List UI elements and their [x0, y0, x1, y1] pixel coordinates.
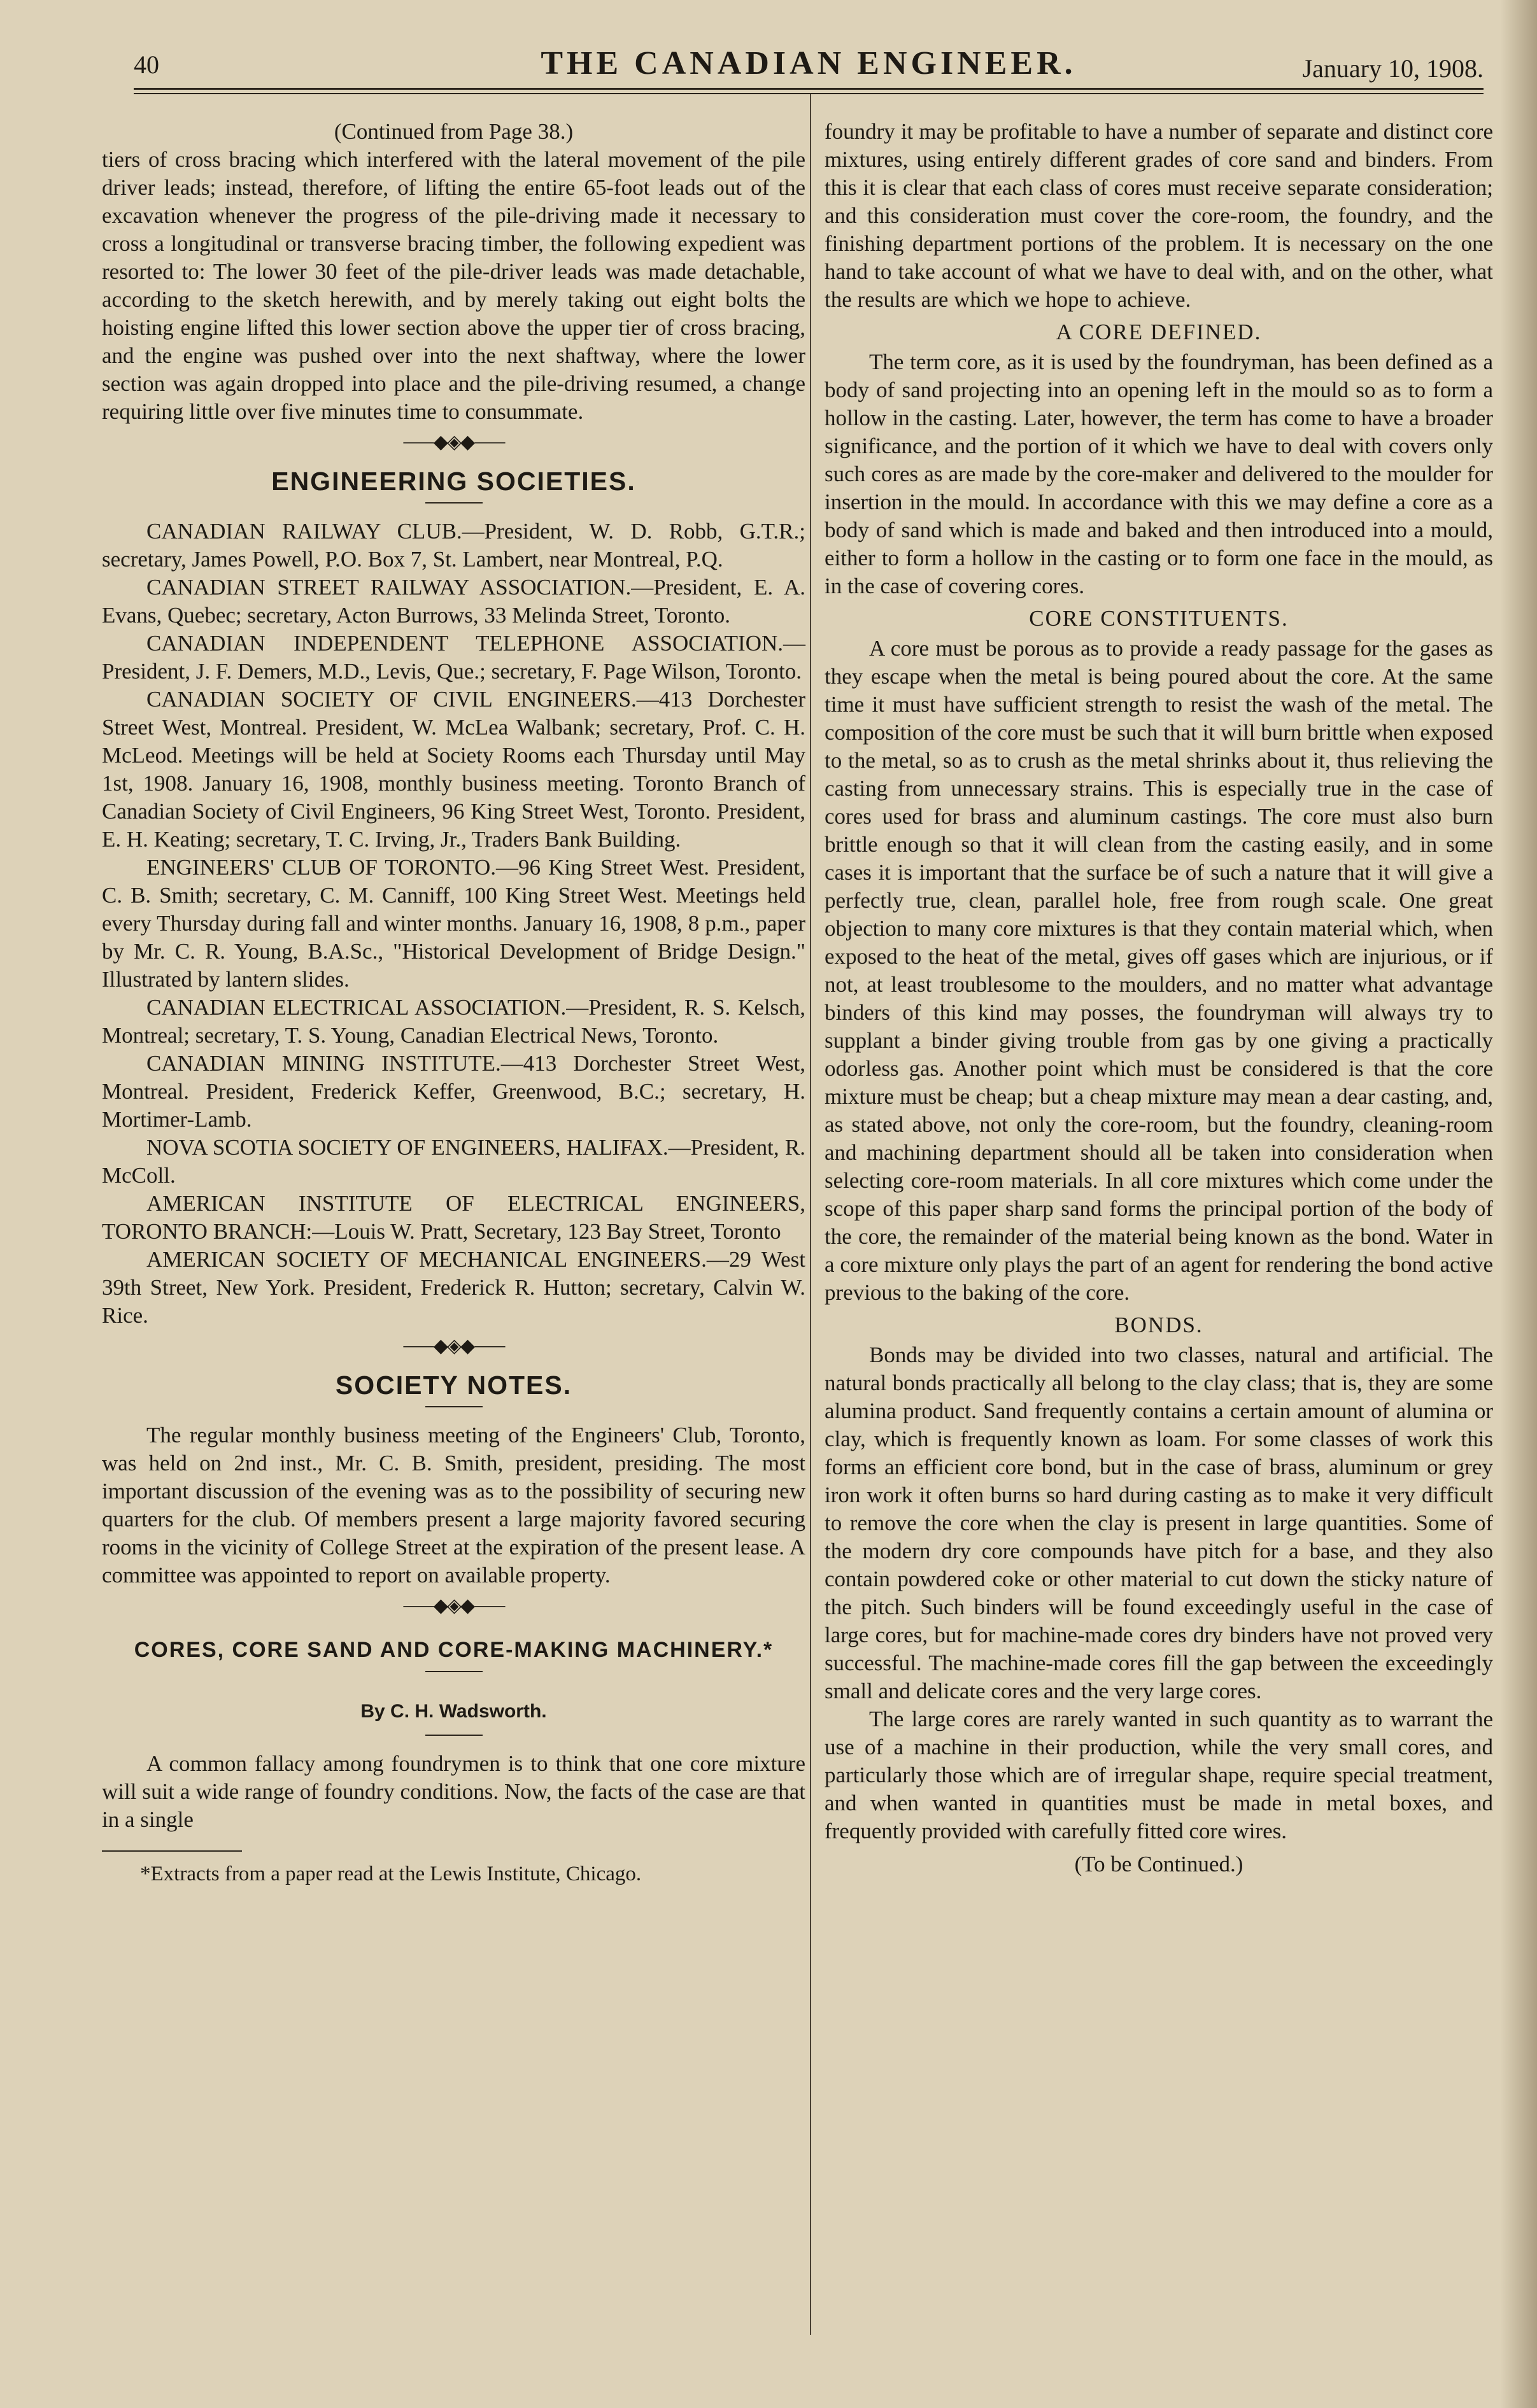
header-rule: [134, 88, 1484, 90]
article-heading: CORES, CORE SAND AND CORE-MAKING MACHINERY.*: [134, 1638, 774, 1662]
article-byline: By C. H. Wadsworth.: [360, 1701, 547, 1722]
society-entry: AMERICAN INSTITUTE OF ELECTRICAL ENGINEERS, TORONTO BRANCH:—Louis W. Pratt, Secretary, 123 Bay Street, Toronto: [102, 1191, 805, 1244]
society-entry: CANADIAN ELECTRICAL ASSOCIATION.—President, R. S. Kelsch, Montreal; secretary, T. S. Young, Canadian Electrical News, Toronto.: [102, 995, 805, 1048]
societies-heading: ENGINEERING SOCIETIES.: [271, 467, 636, 496]
subheading-bonds: BONDS.: [1114, 1313, 1203, 1337]
society-entry: NOVA SCOTIA SOCIETY OF ENGINEERS, HALIFAX.—President, R. McColl.: [102, 1135, 805, 1188]
society-notes-heading: SOCIETY NOTES.: [335, 1370, 572, 1400]
footnote-rule: [102, 1850, 242, 1852]
subheading-core-defined: A CORE DEFINED.: [1056, 320, 1262, 344]
footnote: *Extracts from a paper read at the Lewis Institute, Chicago.: [140, 1862, 642, 1885]
section-ornament: ⸺◆◈◆⸺: [402, 1595, 505, 1616]
society-entry: CANADIAN RAILWAY CLUB.—President, W. D. Robb, G.T.R.; secretary, James Powell, P.O. Box 7, St. Lambert, near Montreal, P.Q.: [102, 519, 805, 572]
byline-rule: [425, 1735, 483, 1736]
society-entry: CANADIAN INDEPENDENT TELEPHONE ASSOCIATION.—President, J. F. Demers, M.D., Levis, Que.; secretary, F. Page Wilson, Toronto.: [102, 631, 805, 684]
society-entry: CANADIAN STREET RAILWAY ASSOCIATION.—President, E. A. Evans, Quebec; secretary, Acton Burrows, 33 Melinda Street, Toronto.: [102, 575, 805, 628]
publication-title: THE CANADIAN ENGINEER.: [541, 45, 1077, 81]
section-ornament: ⸺◆◈◆⸺: [402, 1335, 505, 1356]
society-entry: CANADIAN SOCIETY OF CIVIL ENGINEERS.—413 Dorchester Street West, Montreal. President, W. McLea Walbank; secretary, Prof. C. H. McLeod. Meetings will be held at Society Rooms each Thursday until May 1st, 1908. January 16, 1908, monthly business meeting. Toronto Branch of Canadian Society of Civil Engineers, 96 King Street West, Toronto. President, E. H. Keating; secretary, T. C. Irving, Jr., Traders Bank Building.: [102, 687, 805, 852]
subheading-core-constituents: CORE CONSTITUENTS.: [1029, 606, 1289, 631]
heading-rule: [425, 502, 483, 503]
page-number: 40: [134, 50, 159, 79]
society-entry: AMERICAN SOCIETY OF MECHANICAL ENGINEERS.—29 West 39th Street, New York. President, Frederick R. Hutton; secretary, Calvin W. Rice.: [102, 1247, 805, 1328]
continued-note: (Continued from Page 38.): [334, 119, 574, 144]
left-column: [102, 118, 805, 1887]
article-paragraph: foundry it may be profitable to have a number of separate and distinct core mixtures, using entirely different grades of core sand and binders. From this it is clear that each class of cores must receive separate consideration; and this consideration must cover the core-room, the foundry, and the finishing department portions of the problem. It is necessary on the one hand to take account of what we have to deal with, and on the other, what the results are which we hope to achieve.: [825, 119, 1493, 312]
column-divider: [810, 94, 811, 2335]
article-paragraph: Bonds may be divided into two classes, natural and artificial. The natural bonds practically all belong to the clay class; that is, they are some alumina product. Sand frequently contains a certain amount of alumina or clay, which is frequently known as loam. For some classes of work this forms an efficient core bond, but in the case of brass, aluminum or grey iron work it often burns so hard during casting as to make it very difficult to remove the core when the clay is present in large quantities. Some of the modern dry core compounds have pitch for a base, and they also contain powdered coke or other material to cut down the sticky nature of the pitch. Such binders will be found exceedingly useful in the case of large cores, but for machine-made cores dry binders have not proved very successful. The machine-made cores fill the gap between the exceedingly small and delicate cores and the very large cores.: [825, 1342, 1493, 1703]
article-paragraph: A core must be porous as to provide a ready passage for the gases as they escape when the metal is being poured about the core. At the same time it must have sufficient strength to resist the wash of the metal. The composition of the core must be such that it will burn brittle when exposed to the metal, so as to crush as the metal shrinks about it, thus relieving the casting from unnecessary strains. This is especially true in the case of cores used for brass and aluminum castings. The core must also burn brittle enough so that it will clean from the casting easily, and in some cases it is important that the surface be of such a nature that it will give a perfectly true, clean, parallel hole, free from rough scale. One great objection to many core mixtures is that they contain material which, when exposed to the heat of the metal, gives off gases which are injurious, or if not, at least troublesome to the moulders, and no matter what advantage binders of this kind may posses, the foundryman will always try to supplant a binder giving trouble from gas by one giving a practically odorless gas. Another point which must be considered is that the core mixture must be cheap; but a cheap mixture may mean a dear casting, and, as stated above, not only the core-room, but the foundry, cleaning-room and machining department should all be taken into consideration when selecting core-room materials. In all core mixtures which come under the scope of this paper sharp sand forms the principal portion of the body of the core, the remainder of the material being known as the bond. Water in a core mixture only plays the part of an agent for rendering the bond active previous to the baking of the core.: [825, 636, 1493, 1305]
heading-rule: [425, 1406, 483, 1407]
society-entry: ENGINEERS' CLUB OF TORONTO.—96 King Street West. President, C. B. Smith; secretary, C. M. Canniff, 100 King Street West. Meetings held every Thursday during fall and winter months. January 16, 1908, 8 p.m., paper by Mr. C. R. Young, B.A.Sc., "Historical Development of Bridge Design." Illustrated by lantern slides.: [102, 855, 805, 992]
society-entry: CANADIAN MINING INSTITUTE.—413 Dorchester Street West, Montreal. President, Frederick Keffer, Greenwood, B.C.; secretary, H. Mortimer-Lamb.: [102, 1051, 805, 1132]
to-be-continued: (To be Continued.): [1074, 1852, 1243, 1876]
header-rule-thin: [134, 93, 1484, 94]
article-intro-paragraph: A common fallacy among foundrymen is to think that one core mixture will suit a wide range of foundry conditions. Now, the facts of the case are that in a single: [102, 1751, 805, 1832]
pile-driving-paragraph: tiers of cross bracing which interfered with the lateral movement of the pile driver leads; instead, therefore, of lifting the entire 65-foot leads out of the excavation whenever the progress of the pile-driving made it necessary to cross a longitudinal or transverse bracing timber, the following expedient was resorted to: The lower 30 feet of the pile-driver leads was made detachable, according to the sketch herewith, and by merely taking out eight bolts the hoisting engine lifted this lower section above the upper tier of cross bracing, and the engine was pushed over into the next shaftway, where the lower section was again dropped into place and the pile-driving resumed, a change requiring little over five minutes time to consummate.: [102, 147, 805, 424]
article-paragraph: The term core, as it is used by the foundryman, has been defined as a body of sand projecting into an opening left in the mould so as to form a hollow in the casting. Later, however, the term has come to have a broader significance, and the portion of it which we have to deal with covers only such cores as are made by the core-maker and delivered to the moulder for insertion in the mould. In accordance with this we may define a core as a body of sand which is made and baked and then introduced into a mould, either to form a hollow in the casting or to form one face in the mould, as in the case of covering cores.: [825, 349, 1493, 598]
heading-rule: [425, 1671, 483, 1672]
page-edge-shadow: [1500, 0, 1537, 2408]
right-column: [825, 118, 1493, 1878]
section-ornament: ⸺◆◈◆⸺: [402, 432, 505, 453]
article-paragraph: The large cores are rarely wanted in such quantity as to warrant the use of a machine in their production, while the very small cores, and particularly those which are of irregular shape, require special treatment, and when wanted in quantities must be made in metal boxes, and frequently provided with carefully fitted core wires.: [825, 1707, 1493, 1843]
society-notes-paragraph: The regular monthly business meeting of the Engineers' Club, Toronto, was held on 2nd inst., Mr. C. B. Smith, president, presiding. The most important discussion of the evening was as to the possibility of securing new quarters for the club. Of members present a large majority favored securing rooms in the vicinity of College Street at the expiration of the present lease. A committee was appointed to report on available property.: [102, 1423, 805, 1588]
issue-date: January 10, 1908.: [1302, 54, 1484, 83]
